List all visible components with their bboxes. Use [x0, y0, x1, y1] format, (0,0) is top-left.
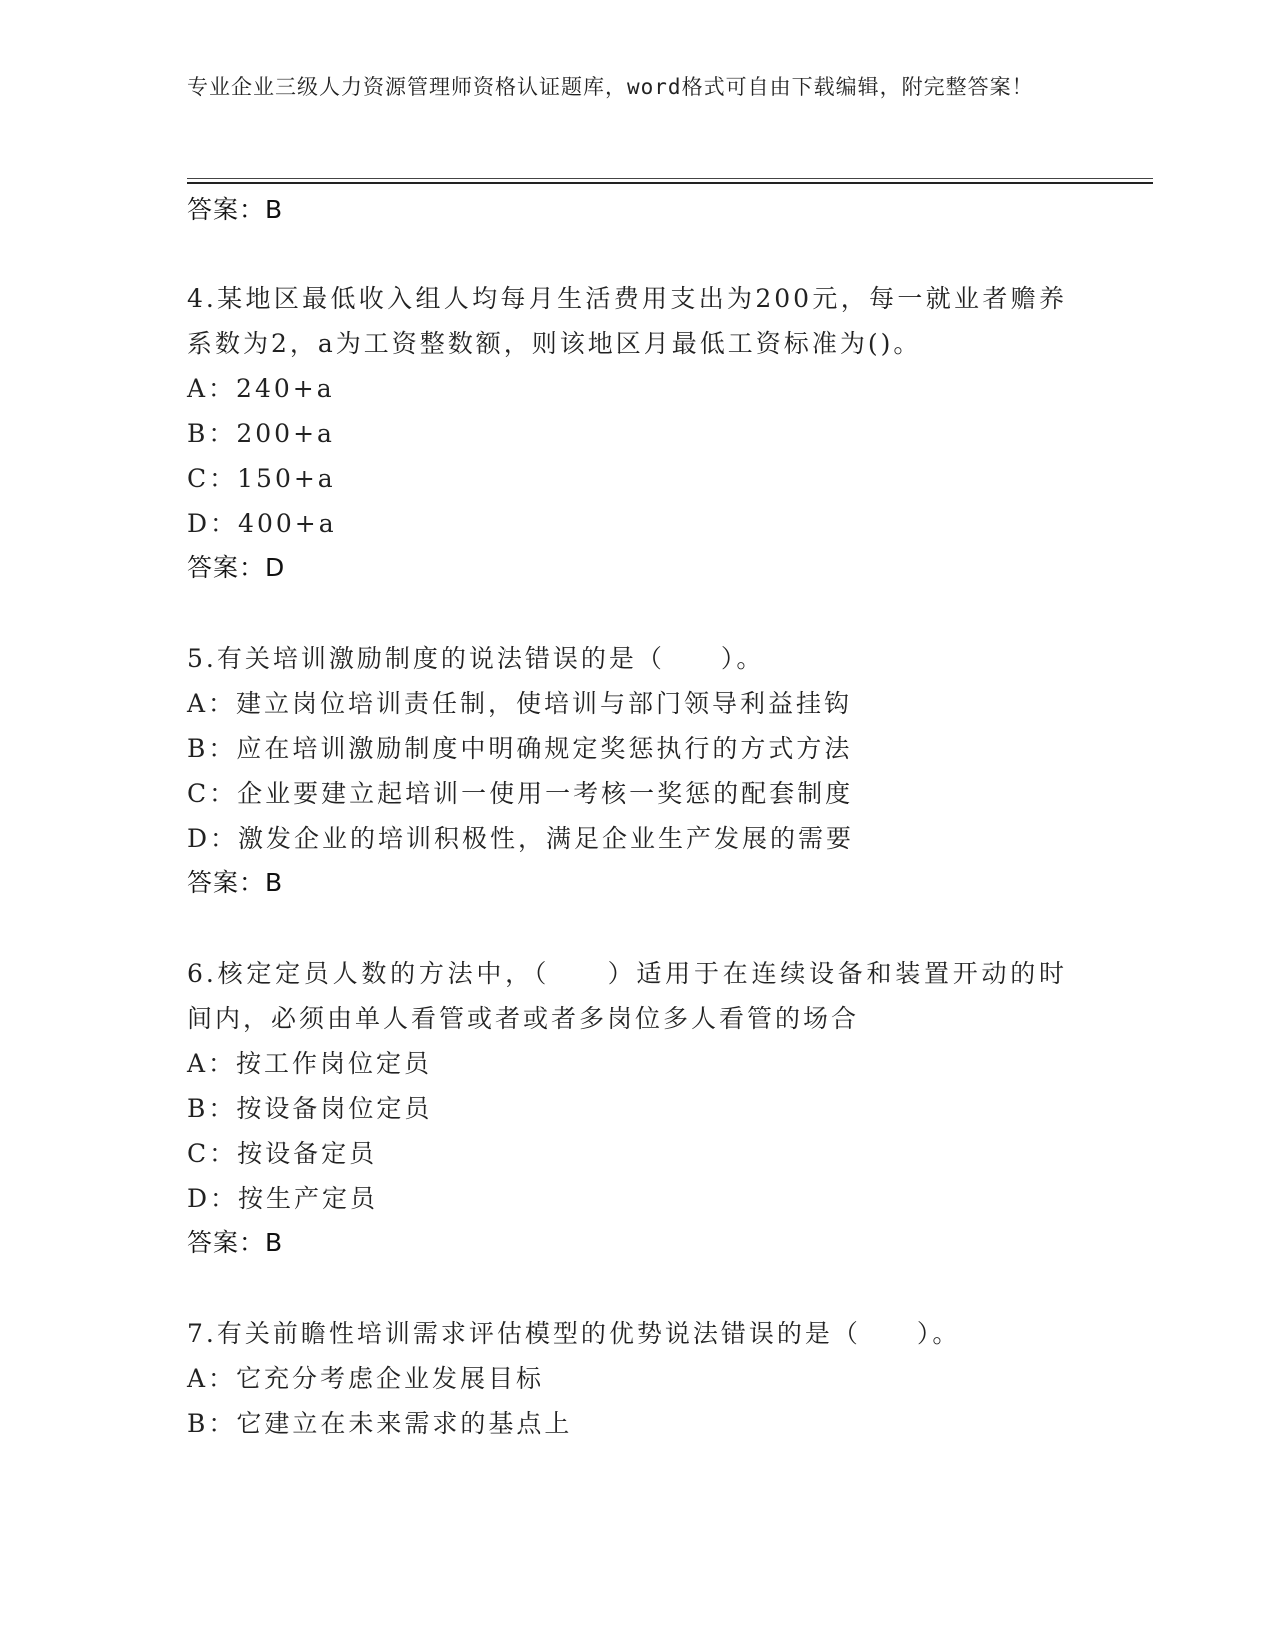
- option-a: A：240+a: [187, 374, 335, 403]
- question-stem: 4.某地区最低收入组人均每月生活费用支出为200元，每一就业者赡养系数为2，a为工资整数额，则该地区月最低工资标准为()。: [187, 284, 1067, 358]
- question-stem: 7.有关前瞻性培训需求评估模型的优势说法错误的是（ ）。: [187, 1319, 961, 1348]
- option-c: C：按设备定员: [187, 1139, 378, 1168]
- page-header: 专业企业三级人力资源管理师资格认证题库，word格式可自由下载编辑，附完整答案！: [187, 75, 1034, 99]
- option-c: C：150+a: [187, 464, 336, 493]
- option-d: D：按生产定员: [187, 1184, 379, 1213]
- answer-line: 答案：B: [187, 1228, 284, 1257]
- option-a: A：建立岗位培训责任制，使培训与部门领导利益挂钩: [187, 689, 853, 718]
- option-a: A：它充分考虑企业发展目标: [187, 1364, 545, 1393]
- option-b: B：按设备岗位定员: [187, 1094, 433, 1123]
- option-b: B：应在培训激励制度中明确规定奖惩执行的方式方法: [187, 734, 853, 763]
- option-d: D：400+a: [187, 509, 337, 538]
- question-stem: 6.核定定员人数的方法中，（ ）适用于在连续设备和装置开动的时间内，必须由单人看管或者或者多岗位多人看管的场合: [187, 959, 1067, 1033]
- option-a: A：按工作岗位定员: [187, 1049, 433, 1078]
- question-7: [187, 1311, 1067, 1446]
- question-stem: 5.有关培训激励制度的说法错误的是（ ）。: [187, 644, 765, 673]
- answer-line: 答案：B: [187, 868, 284, 897]
- option-d: D：激发企业的培训积极性，满足企业生产发展的需要: [187, 824, 855, 853]
- question-4: [187, 276, 1067, 590]
- answer-line: 答案：D: [187, 553, 286, 582]
- option-b: B：200+a: [187, 419, 335, 448]
- header-divider: [187, 178, 1153, 184]
- option-b: B：它建立在未来需求的基点上: [187, 1409, 573, 1438]
- question-6: [187, 951, 1067, 1265]
- option-c: C：企业要建立起培训一使用一考核一奖惩的配套制度: [187, 779, 854, 808]
- answer-line: 答案：B: [187, 195, 284, 224]
- question-list: [187, 188, 1067, 1446]
- question-5: [187, 636, 1067, 905]
